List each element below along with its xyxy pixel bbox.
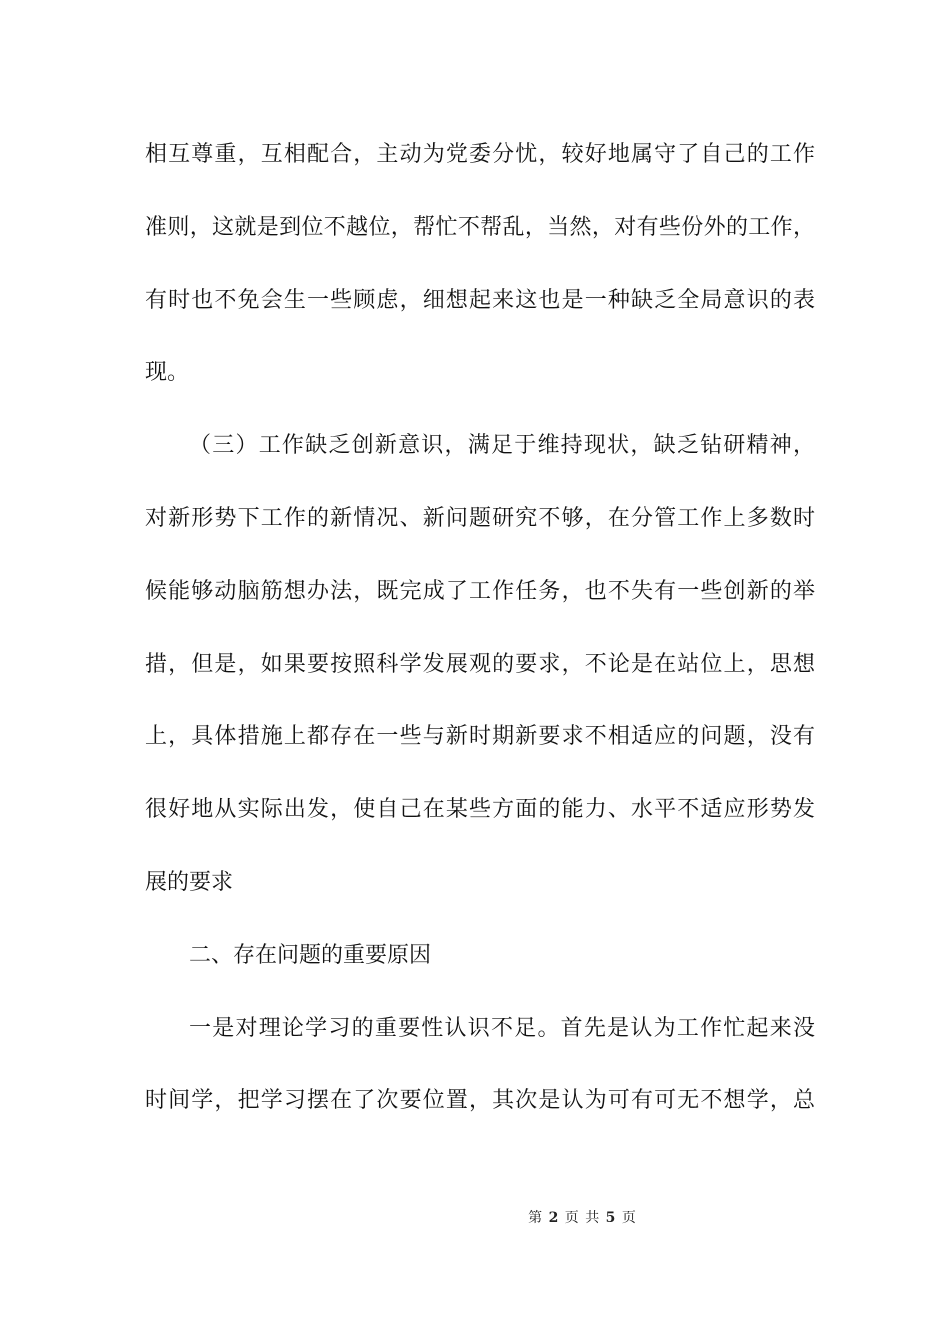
document-body [145, 133, 815, 1152]
text-line: 有时也不免会生一些顾虑，细想起来这也是一种缺乏全局意识的表 [145, 287, 815, 313]
footer-suffix: 页 [621, 1210, 637, 1226]
footer-prefix: 第 [528, 1210, 544, 1226]
text-line: （三）工作缺乏创新意识，满足于维持现状，缺乏钻研精神， [189, 433, 815, 459]
text-line: 上，具体措施上都存在一些与新时期新要求不相适应的问题，没有 [145, 724, 815, 750]
text-line: 很好地从实际出发，使自己在某些方面的能力、水平不适应形势发 [145, 797, 815, 823]
text-line: 准则，这就是到位不越位，帮忙不帮乱，当然，对有些份外的工作， [145, 214, 815, 240]
current-page-number: 2 [548, 1210, 560, 1226]
total-pages-number: 5 [605, 1210, 617, 1226]
text-line: 二、存在问题的重要原因 [189, 942, 432, 968]
text-line: 措，但是，如果要按照科学发展观的要求，不论是在站位上，思想 [145, 651, 815, 677]
text-line: 对新形势下工作的新情况、新问题研究不够，在分管工作上多数时 [145, 505, 815, 531]
text-line: 展的要求 [145, 869, 234, 895]
page-footer [0, 1207, 950, 1227]
text-line: 相互尊重，互相配合，主动为党委分忧，较好地属守了自己的工作 [145, 142, 815, 167]
text-line: 候能够动脑筋想办法，既完成了工作任务，也不失有一些创新的举 [145, 578, 815, 604]
text-line: 一是对理论学习的重要性认识不足。首先是认为工作忙起来没 [189, 1015, 815, 1041]
text-line: 时间学，把学习摆在了次要位置，其次是认为可有可无不想学，总 [145, 1088, 815, 1114]
text-line: 现。 [145, 360, 190, 386]
footer-middle: 页 共 [564, 1210, 601, 1226]
